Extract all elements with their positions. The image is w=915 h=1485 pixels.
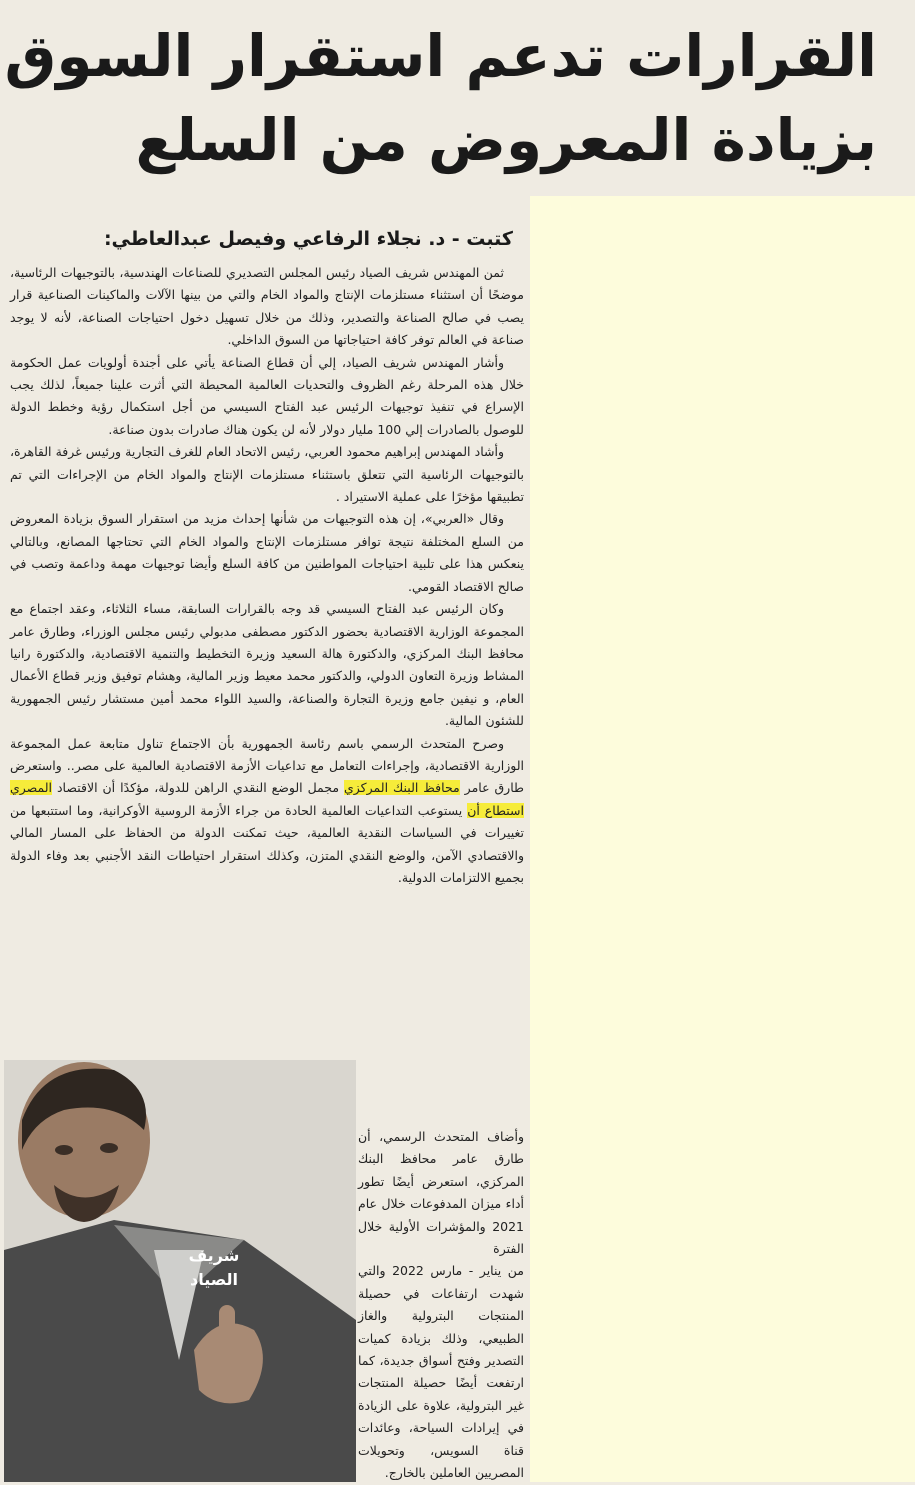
article-byline: كتبت - د. نجلاء الرفاعي وفيصل عبدالعاطي: xyxy=(103,228,513,250)
paragraph-7-continuation: من يناير - مارس 2022 والتي شهدت ارتفاعات في حصيلة المنتجات البترولية والغاز الطبيعي، وذلك بزيادة كميات التصدير وفتح أسواق جديدة، كما ارتفعت أيضًا حصيلة المنتجات غير البترولية، علاوة على الزيادة في إيرادات السياحة، وعائدات قناة السويس، وتحويلات المصريين العاملين بالخارج. xyxy=(358,1263,524,1481)
article-body xyxy=(10,262,524,889)
headline-line-1: القرارات تدعم استقرار السوق xyxy=(4,22,877,90)
caption-line-1: شريف xyxy=(188,1246,240,1265)
highlighted-text-2: المصري استطاع أن xyxy=(10,780,525,818)
paragraph-4: وقال «العربي»، إن هذه التوجيهات من شأنها إحداث مزيد من استقرار السوق بزيادة المعروض من السلع المختلفة نتيجة توافر مستلزمات الإنتاج والمواد الخام التي تحتاجها المصانع، وبالتالي ينعكس هذا على تلبية احتياجات المواطنين من كافة السلع وأيضا توجيهات مهمة وداعمة وتصب في صالح الاقتصاد القومي. xyxy=(10,511,524,594)
paragraph-6-part-2: مجمل الوضع النقدي الراهن للدولة، مؤكدًا أن الاقتصاد xyxy=(52,780,344,796)
paragraph-6 xyxy=(10,733,524,890)
photo-caption xyxy=(164,1244,264,1292)
article-column-continuation xyxy=(358,1126,524,1485)
paragraph-5: وكان الرئيس عبد الفتاح السيسي قد وجه بالقرارات السابقة، مساء الثلاثاء، وعقد اجتماع مع المجموعة الوزارية الاقتصادية بحضور الدكتور مصطفى مدبولي رئيس مجلس الوزراء، وطارق عامر محافظ البنك المركزي، والدكتورة هالة السعيد وزيرة التخطيط والتنمية الاقتصادية، والدكتورة رانيا المشاط وزيرة التعاون الدولي، والدكتور محمد معيط وزير المالية، وهشام توفيق وزير قطاع الأعمال العام، و نيفين جامع وزيرة التجارة والصناعة، والسيد اللواء محمد أمين مستشار رئيس الجمهورية للشئون المالية. xyxy=(10,601,524,729)
paragraph-6-part-3: يستوعب التداعيات العالمية الحادة من جراء الأزمة الروسية الأوكرانية، وما استتبعها من تغييرات في السياسات النقدية العالمية، حيث تمكنت الدولة من الحفاظ على المسار المالي والاقتصادي الآمن، والوضع النقدي المتزن، وكذلك استقرار احتياطات النقد الأجنبي بعد وفاء الدولة بجميع الالتزامات الدولية. xyxy=(10,802,524,885)
caption-line-2: الصياد xyxy=(189,1270,238,1289)
headline-line-2: بزيادة المعروض من السلع xyxy=(135,106,877,174)
paragraph-6-part-1: وصرح المتحدث الرسمي باسم رئاسة الجمهورية بأن الاجتماع تناول متابعة عمل المجموعة الوزارية الاقتصادية، وإجراءات التعامل مع تداعيات الأزمة الاقتصادية العالمية على مصر.. واستعرض طارق عامر xyxy=(10,735,524,796)
paragraph-1: ثمن المهندس شريف الصياد رئيس المجلس التصديري للصناعات الهندسية، بالتوجيهات الرئاسية، موضحًا أن استثناء مستلزمات الإنتاج والمواد الخام والتي من بينها الآلات والماكينات الصناعية قرار يصب في صالح الصناعة والتصدير، وذلك من خلال تسهيل دخول احتياجات الصناعة، لأنه لا يوجد صناعة في العالم توفر كافة احتياجاتها من السوق الداخلي. xyxy=(10,265,524,348)
paragraph-7: وأضاف المتحدث الرسمي، أن طارق عامر محافظ البنك المركزي، استعرض أيضًا تطور أداء ميزان المدفوعات خلال عام 2021 والمؤشرات الأولية خلال الفترة xyxy=(358,1129,524,1257)
blank-side-panel xyxy=(530,196,915,1482)
paragraph-2: وأشار المهندس شريف الصياد، إلي أن قطاع الصناعة يأتي على أجندة أولويات عمل الحكومة خلال هذه المرحلة رغم الظروف والتحديات العالمية المحيطة التي أثرت علينا جميعاً، لذلك يجب الإسراع في تنفيذ توجيهات الرئيس عبد الفتاح السيسي من أجل استكمال رؤية وخطط الدولة للوصول بالصادرات إلي 100 مليار دولار لأنه لن يكون هناك صادرات بدون صناعة. xyxy=(10,354,524,437)
article-headline xyxy=(4,14,877,182)
paragraph-3: وأشاد المهندس إبراهيم محمود العربي، رئيس الاتحاد العام للغرف التجارية ورئيس غرفة القاهرة، بالتوجيهات الرئاسية التي تتعلق باستثناء مستلزمات الإنتاج والمواد الخام من الإجراءات التي تم تطبيقها مؤخرًا على عملية الاستيراد . xyxy=(10,444,524,505)
highlighted-text-1: محافظ البنك المركزي xyxy=(344,780,460,796)
